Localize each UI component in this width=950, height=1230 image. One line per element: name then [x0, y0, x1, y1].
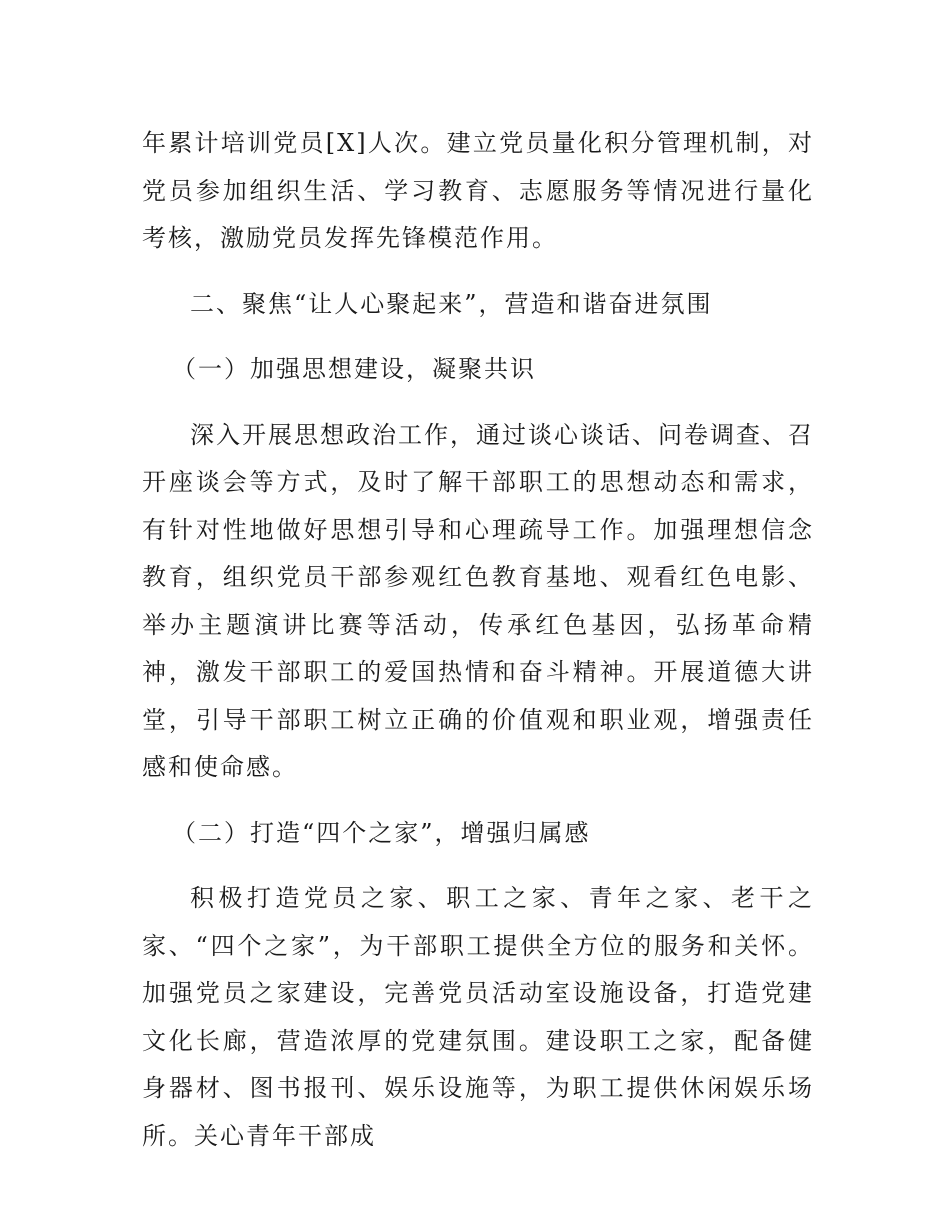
- paragraph-spacer: [142, 328, 814, 346]
- subsection-heading: （二）打造“四个之家”，增强归属感: [172, 818, 591, 847]
- paragraph-spacer: [142, 263, 814, 281]
- document-body: [142, 120, 814, 1160]
- paragraph-spacer: [142, 857, 814, 875]
- section-heading: 二、聚焦“让人心聚起来”，营造和谐奋进氛围: [190, 289, 713, 318]
- subsection-heading: （一）加强思想建设，凝聚共识: [172, 355, 536, 383]
- paragraph-spacer: [142, 792, 814, 810]
- body-paragraph: 深入开展思想政治工作，通过谈心谈话、问卷调查、召开座谈会等方式，及时了解干部职工的思想动态和需求，有针对性地做好思想引导和心理疏导工作。加强理想信念教育，组织党员干部参观红色教育基地、观看红色电影、举办主题演讲比赛等活动，传承红色基因，弘扬革命精神，激发干部职工的爱国热情和奋斗精神。开展道德大讲堂，引导干部职工树立正确的价值观和职业观，增强责任感和使命感。: [142, 420, 814, 781]
- body-paragraph: 积极打造党员之家、职工之家、青年之家、老干之家、“四个之家”，为干部职工提供全方位的服务和关怀。加强党员之家建设，完善党员活动室设施设备，打造党建文化长廊，营造浓厚的党建氛围。建设职工之家，配备健身器材、图书报刊、娱乐设施等，为职工提供休闲娱乐场所。关心青年干部成: [142, 884, 814, 1150]
- paragraph-spacer: [142, 394, 814, 412]
- body-paragraph: 年累计培训党员[X]人次。建立党员量化积分管理机制，对党员参加组织生活、学习教育、志愿服务等情况进行量化考核，激励党员发挥先锋模范作用。: [142, 129, 814, 252]
